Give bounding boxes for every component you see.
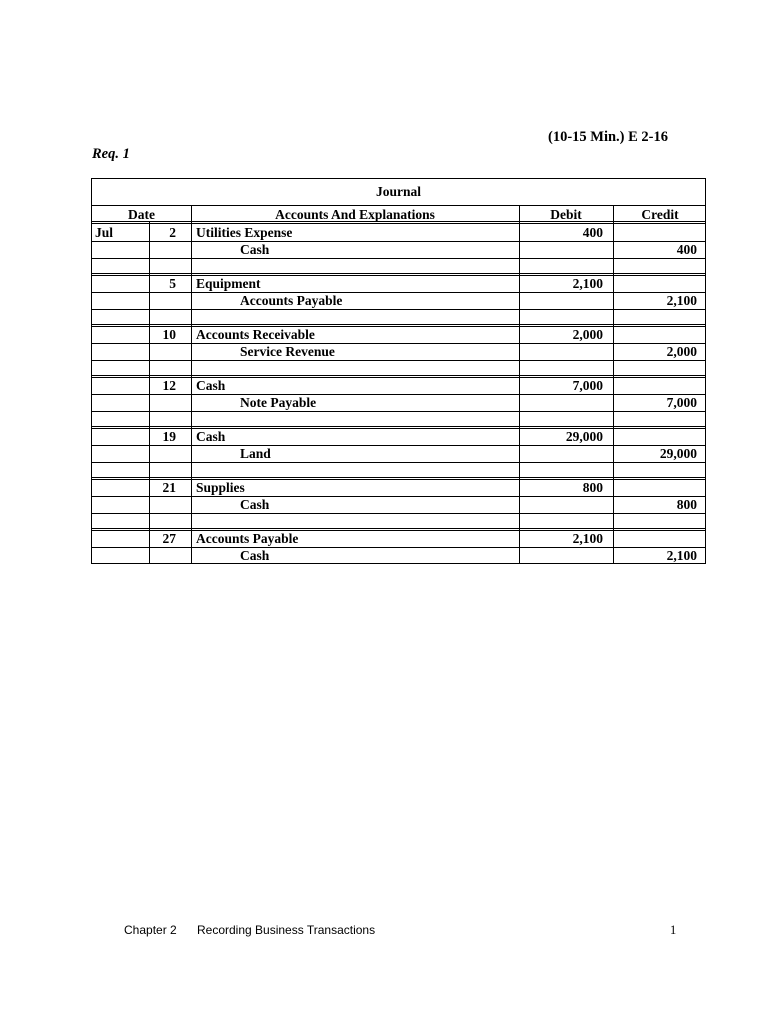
entry-account: Cash [196, 429, 226, 444]
footer-chapter-title: Recording Business Transactions [197, 923, 376, 937]
entry-account: Service Revenue [240, 344, 335, 359]
journal-grid [92, 179, 705, 563]
entry-day: 2 [169, 225, 176, 240]
entry-credit: 2,100 [666, 548, 697, 563]
journal-table [91, 178, 706, 564]
month-label: Jul [95, 225, 114, 240]
col-header-debit: Debit [550, 207, 582, 222]
entry-account: Supplies [196, 480, 245, 495]
page-number: 1 [670, 923, 677, 937]
col-header-credit: Credit [641, 207, 679, 222]
entry-credit: 29,000 [659, 446, 697, 461]
entry-account: Accounts Receivable [196, 327, 315, 342]
col-header-date: Date [128, 207, 155, 222]
entry-credit: 400 [676, 242, 697, 257]
entry-account: Cash [240, 548, 270, 563]
entry-account: Accounts Payable [240, 293, 343, 308]
entry-day: 12 [162, 378, 176, 393]
entry-day: 27 [162, 531, 176, 546]
entry-account: Land [240, 446, 271, 461]
entry-credit: 800 [676, 497, 697, 512]
entry-account: Cash [196, 378, 226, 393]
col-line [191, 205, 192, 564]
col-header-accounts: Accounts And Explanations [275, 207, 435, 222]
footer-chapter: Chapter 2 [124, 923, 177, 937]
requirement-label: Req. 1 [92, 146, 130, 162]
entry-debit: 2,100 [572, 276, 603, 291]
entry-day: 21 [162, 480, 176, 495]
entry-account: Note Payable [240, 395, 317, 410]
entry-credit: 2,100 [666, 293, 697, 308]
journal-title: Journal [375, 184, 421, 199]
entry-debit: 2,000 [572, 327, 603, 342]
entry-account: Cash [240, 242, 270, 257]
entry-debit: 800 [582, 480, 603, 495]
entry-debit: 29,000 [565, 429, 603, 444]
entry-account: Cash [240, 497, 270, 512]
entry-debit: 400 [582, 225, 603, 240]
entry-account: Utilities Expense [196, 225, 293, 240]
entry-debit: 2,100 [572, 531, 603, 546]
entry-credit: 2,000 [666, 344, 697, 359]
entry-credit: 7,000 [666, 395, 697, 410]
entry-day: 19 [162, 429, 176, 444]
entry-day: 5 [169, 276, 176, 291]
entry-debit: 7,000 [572, 378, 603, 393]
entry-account: Equipment [196, 276, 261, 291]
exercise-label: (10-15 Min.) E 2-16 [548, 129, 669, 145]
entry-day: 10 [162, 327, 176, 342]
entry-account: Accounts Payable [196, 531, 299, 546]
